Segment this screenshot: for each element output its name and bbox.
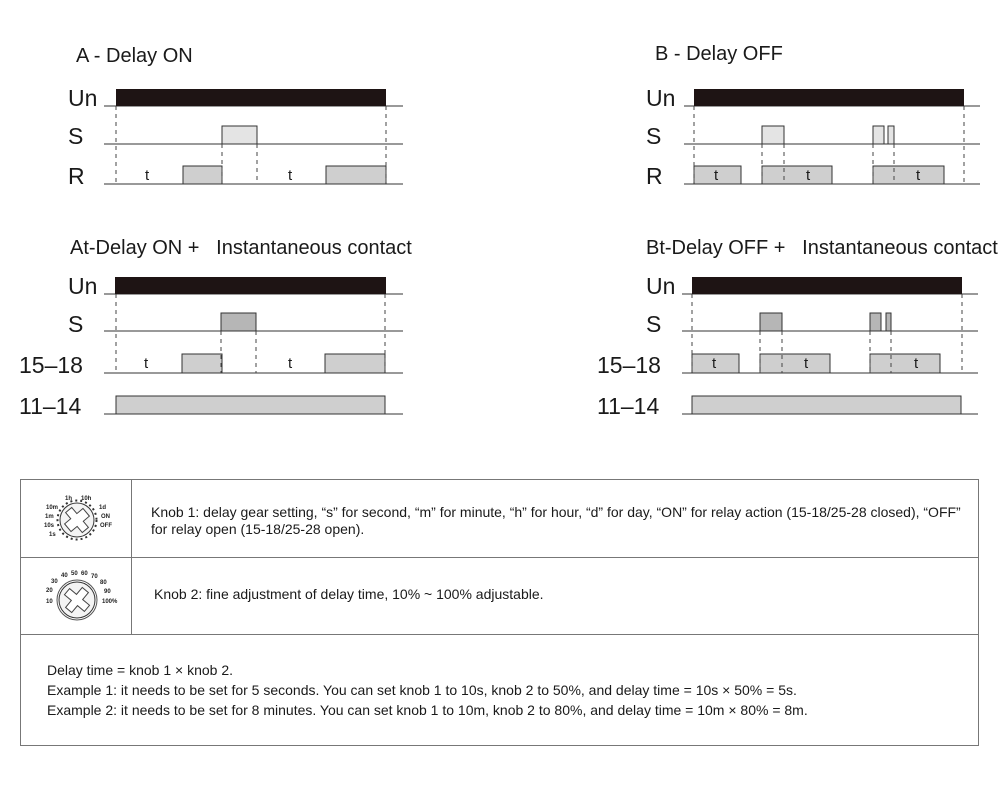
diagram-bt-label-11-14: 11–14 [597,393,660,419]
diagram-bt-label-15-18: 15–18 [597,352,661,378]
knob-1-scale-1d: 1d [99,505,107,511]
knob-2-scale-60: 60 [81,571,88,577]
knob-info-table [20,479,979,746]
diagram-a-delay-on [68,45,403,189]
diagram-a-label-un: Un [68,85,98,111]
diagram-at-label-15-18: 15–18 [19,352,83,378]
table-row-knob-2 [21,558,978,635]
diagram-at-15-18-pulse-2 [325,354,385,373]
knob-1-icon [21,480,131,558]
knob-1-scale-10s: 10s [44,523,55,529]
knob-2-scale-50: 50 [71,571,78,577]
delay-formula-block [47,660,808,720]
knob-1-scale-off: OFF [100,523,112,529]
diagram-bt-s-pulse-1 [760,313,782,331]
diagram-bt-11-14-pulse [692,396,961,414]
diagram-at-label-s: S [68,311,84,337]
diagram-bt-t-label-1: t [712,355,717,372]
diagram-b-t-label-3: t [916,167,921,184]
knob-2-scale-10: 10 [46,599,53,605]
knob-2-scale-80: 80 [100,580,107,586]
diagram-bt-label-un: Un [646,273,676,299]
diagram-at-s-pulse [221,313,256,331]
knob-2-scale-90: 90 [104,589,111,595]
knob-2-scale-100: 100% [102,599,118,605]
diagram-a-s-pulse [222,126,257,144]
diagram-b-label-r: R [646,163,663,189]
diagram-bt-15-18-pulse-3 [870,354,940,373]
diagram-bt-s-pulse-2 [870,313,881,331]
knob-1-scale-1m: 1m [45,514,54,520]
table-row-formula [21,635,978,745]
diagram-bt-t-label-3: t [914,355,919,372]
diagram-b-delay-off [646,43,980,189]
diagram-at-label-11-14: 11–14 [19,393,82,419]
diagram-at-15-18-pulse-1 [182,354,222,373]
diagram-b-t-label-1: t [714,167,719,184]
diagram-b-un-pulse [694,89,964,106]
knob-2-cell [21,558,132,634]
diagram-at-t-label-2: t [288,355,293,372]
diagram-bt-s-pulse-3 [886,313,891,331]
diagram-at-un-pulse [115,277,386,294]
diagram-a-un-pulse [116,89,386,106]
diagram-bt-title: Bt-Delay OFF + Instantaneous contact [646,237,998,259]
knob-2-icon [21,558,131,635]
diagram-b-r-pulse-3 [873,166,944,184]
knob-1-cell [21,480,132,557]
knob-2-scale-30: 30 [51,579,58,585]
diagram-a-r-pulse-1 [183,166,222,184]
knob-1-description: Knob 1: delay gear setting, “s” for second, “m” for minute, “h” for hour, “d” for day, “ON” for relay action (15-18/25-28 closed), “OFF” for relay open (15-18/25-28 open). [151,504,961,537]
diagram-bt-label-s: S [646,311,662,337]
knob-1-scale-10m: 10m [46,505,59,511]
diagram-b-s-pulse-3 [888,126,894,144]
diagram-b-label-s: S [646,123,662,149]
diagram-a-t-label-1: t [145,167,150,184]
knob-1-scale-1s: 1s [49,532,56,538]
diagram-b-title: B - Delay OFF [655,43,783,65]
diagram-bt-t-label-2: t [804,355,809,372]
diagram-at-delay-on-instantaneous [19,237,412,419]
knob-2-description: Knob 2: fine adjustment of delay time, 10% ~ 100% adjustable. [154,586,544,602]
diagram-b-label-un: Un [646,85,676,111]
knob-2-scale-20: 20 [46,588,53,594]
diagram-a-r-pulse-2 [326,166,386,184]
diagram-a-label-s: S [68,123,84,149]
knob-2-scale-40: 40 [61,573,68,579]
delay-formula: Delay time = knob 1 × knob 2. [47,662,233,678]
diagram-bt-15-18-pulse-2 [760,354,830,373]
knob-1-scale-1h: 1h [65,496,73,502]
table-row-knob-1 [21,480,978,558]
diagram-a-label-r: R [68,163,85,189]
knob-2-scale-70: 70 [91,574,98,580]
diagram-bt-delay-off-instantaneous [597,237,998,419]
diagram-b-s-pulse-1 [762,126,784,144]
diagram-b-t-label-2: t [806,167,811,184]
diagram-b-s-pulse-2 [873,126,884,144]
diagram-at-label-un: Un [68,273,98,299]
diagram-a-title: A - Delay ON [76,45,193,67]
diagram-at-11-14-pulse [116,396,385,414]
knob-1-scale-10h: 10h [81,496,92,502]
example-2: Example 2: it needs to be set for 8 minutes. You can set knob 1 to 10m, knob 2 to 80%, and delay time = 10m × 80% = 8m. [47,702,808,718]
diagram-b-r-pulse-2 [762,166,832,184]
knob-1-scale-on: ON [101,514,110,520]
diagram-at-title: At-Delay ON + Instantaneous contact [70,237,412,259]
diagram-bt-un-pulse [692,277,962,294]
diagram-at-t-label-1: t [144,355,149,372]
example-1: Example 1: it needs to be set for 5 seconds. You can set knob 1 to 10s, knob 2 to 50%, and delay time = 10s × 50% = 5s. [47,682,797,698]
diagram-a-t-label-2: t [288,167,293,184]
